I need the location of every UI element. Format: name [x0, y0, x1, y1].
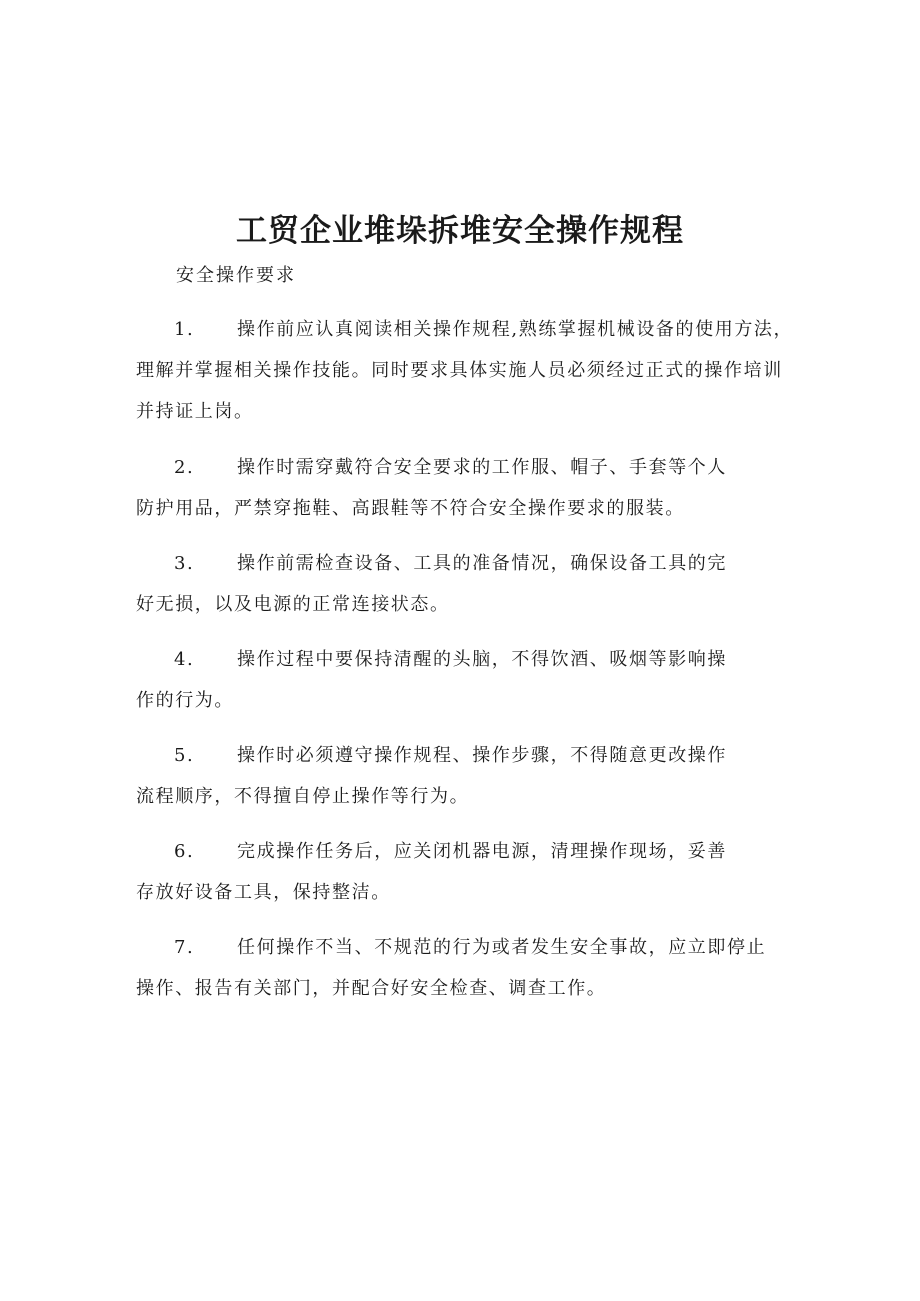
- item-text-line: 理解并掌握相关操作技能。同时要求具体实施人员必须经过正式的操作培训: [136, 360, 783, 381]
- item-text-line: 流程顺序，不得擅自停止操作等行为。: [136, 786, 470, 807]
- item-text-line: 完成操作任务后，应关闭机器电源，清理操作现场，妥善: [237, 841, 727, 862]
- item-text-line: 任何操作不当、不规范的行为或者发生安全事故，应立即停止: [237, 937, 767, 958]
- item-text-line: 存放好设备工具，保持整洁。: [136, 882, 391, 903]
- item-text-line: 并持证上岗。: [136, 401, 254, 422]
- item-number: 1.: [174, 319, 195, 340]
- item-text-line: 防护用品，严禁穿拖鞋、高跟鞋等不符合安全操作要求的服装。: [136, 498, 685, 519]
- item-text-line: 操作时需穿戴符合安全要求的工作服、帽子、手套等个人: [237, 457, 727, 478]
- item-text-line: 作的行为。: [136, 690, 234, 711]
- item-number: 2.: [174, 457, 195, 478]
- item-number: 5.: [174, 745, 195, 766]
- item-text-line: 操作、报告有关部门，并配合好安全检查、调查工作。: [136, 978, 607, 999]
- item-number: 4.: [174, 649, 195, 670]
- item-number: 7.: [174, 937, 195, 958]
- item-text-line: 好无损，以及电源的正常连接状态。: [136, 594, 450, 615]
- item-text-line: 操作时必须遵守操作规程、操作步骤，不得随意更改操作: [237, 745, 727, 766]
- page-title: 工贸企业堆垛拆堆安全操作规程: [236, 213, 684, 249]
- item-text-line: 操作过程中要保持清醒的头脑，不得饮酒、吸烟等影响操: [237, 649, 727, 670]
- item-number: 6.: [174, 841, 195, 862]
- item-text-line: 操作前应认真阅读相关操作规程,熟练掌握机械设备的使用方法，: [237, 319, 794, 340]
- section-heading: 安全操作要求: [176, 265, 296, 286]
- item-text-line: 操作前需检查设备、工具的准备情况，确保设备工具的完: [237, 553, 727, 574]
- item-number: 3.: [174, 553, 195, 574]
